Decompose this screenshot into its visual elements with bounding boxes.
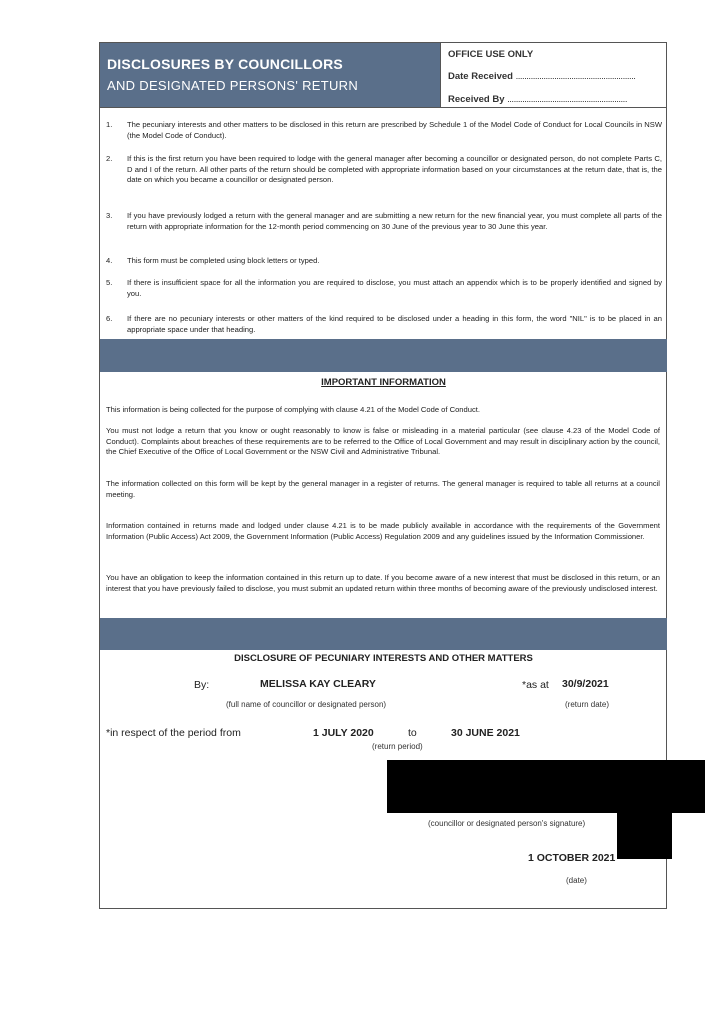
- instruction-number: 5.: [106, 278, 113, 287]
- full-name-value: MELISSA KAY CLEARY: [260, 678, 376, 690]
- instruction-item: [106, 154, 662, 186]
- period-to-value: 30 JUNE 2021: [451, 727, 520, 739]
- instruction-item: [106, 278, 662, 299]
- signed-date-value: 1 OCTOBER 2021: [528, 852, 616, 864]
- important-information-title: IMPORTANT INFORMATION: [321, 377, 446, 388]
- office-use-title: OFFICE USE ONLY: [448, 49, 534, 60]
- instruction-text: If there are no pecuniary interests or other matters of the kind required to be disclosed under a heading in this form, the word "NIL" is to be placed in an appropriate space under that heading.: [127, 314, 662, 334]
- signature-caption: (councillor or designated person's signature): [428, 819, 586, 828]
- received-by-dots: ........................................................: [507, 94, 627, 105]
- instruction-item: [106, 314, 662, 335]
- return-date-value: 30/9/2021: [562, 678, 609, 690]
- by-label: By:: [194, 679, 210, 691]
- period-to-label: to: [408, 727, 417, 739]
- instruction-number: 1.: [106, 120, 113, 129]
- return-period-caption: (return period): [372, 742, 423, 751]
- date-caption: (date): [566, 876, 587, 885]
- section-divider-band: [100, 618, 667, 650]
- period-from-value: 1 JULY 2020: [313, 727, 374, 739]
- instruction-text: If you have previously lodged a return with the general manager and are submitting a new return for the new financial year, you must complete all parts of the return with appropriate information for the 12-month period commencing on 30 June of the previous year to 30 June this year.: [127, 211, 662, 231]
- date-received-label: Date Received: [448, 71, 513, 82]
- form-title-line2: AND DESIGNATED PERSONS' RETURN: [107, 78, 359, 93]
- received-by-row: [448, 94, 627, 105]
- return-date-caption: (return date): [565, 700, 610, 709]
- instruction-item: [106, 120, 662, 141]
- office-use-box: [440, 43, 667, 107]
- as-at-label: *as at: [522, 679, 549, 691]
- instruction-item: [106, 211, 662, 232]
- instructions-section: [100, 107, 667, 339]
- date-received-dots: ........................................................: [515, 71, 636, 82]
- signature-redaction: [617, 810, 672, 859]
- date-received-row: [448, 71, 635, 82]
- important-paragraph: Information contained in returns made and lodged under clause 4.21 is to be made publicly available in accordance with the requirements of the Government Information (Public Access) Act 2009, the Government Information (Public Access) Regulation 2009 and any guidelines issued by the Information Commissioner.: [106, 521, 660, 541]
- form-header: [100, 43, 440, 107]
- disclosure-title: DISCLOSURE OF PECUNIARY INTERESTS AND OTHER MATTERS: [234, 653, 533, 664]
- instruction-number: 4.: [106, 256, 113, 265]
- section-divider-band: [100, 339, 667, 372]
- important-paragraph: You must not lodge a return that you know or ought reasonably to know is false or misleading in a material particular (see clause 4.23 of the Model Code of Conduct). Complaints about breaches of these requirements are to be referred to the Office of Local Government and may result in disciplinary action by the council, the Chief Executive of the Office of Local Government or the NSW Civil and Administrative Tribunal.: [106, 426, 660, 457]
- form-title-line1: DISCLOSURES BY COUNCILLORS: [107, 56, 343, 72]
- instruction-text: This form must be completed using block letters or typed.: [127, 256, 320, 265]
- instruction-number: 2.: [106, 154, 113, 163]
- instruction-item: [106, 256, 662, 267]
- instruction-number: 6.: [106, 314, 113, 323]
- instruction-text: If there is insufficient space for all the information you are required to disclose, you must attach an appendix which is to be properly identified and signed by you.: [127, 278, 662, 298]
- signature-redaction: [387, 760, 705, 813]
- full-name-caption: (full name of councillor or designated person): [226, 700, 387, 709]
- important-paragraph: The information collected on this form will be kept by the general manager in a register of returns. The general manager is required to table all returns at a council meeting.: [106, 479, 660, 499]
- important-paragraph: This information is being collected for the purpose of complying with clause 4.21 of the Model Code of Conduct.: [106, 405, 480, 414]
- instruction-text: The pecuniary interests and other matters to be disclosed in this return are prescribed by Schedule 1 of the Model Code of Conduct for Local Councils in NSW (the Model Code of Conduct).: [127, 120, 662, 140]
- instruction-text: If this is the first return you have been required to lodge with the general manager after becoming a councillor or designated person, do not complete Parts C, D and I of the return. All other parts of the return should be completed with appropriate information based on your circumstances at the return date, that is, the date on which you became a councillor or designated person.: [127, 154, 662, 185]
- instruction-number: 3.: [106, 211, 113, 220]
- received-by-label: Received By: [448, 94, 505, 105]
- important-paragraph: You have an obligation to keep the information contained in this return up to date. If you become aware of a new interest that must be disclosed in this return, or an interest that you have previously failed to disclose, you must submit an updated return within three months of becoming aware of the previously undisclosed interest.: [106, 573, 660, 593]
- period-label: *in respect of the period from: [106, 727, 241, 739]
